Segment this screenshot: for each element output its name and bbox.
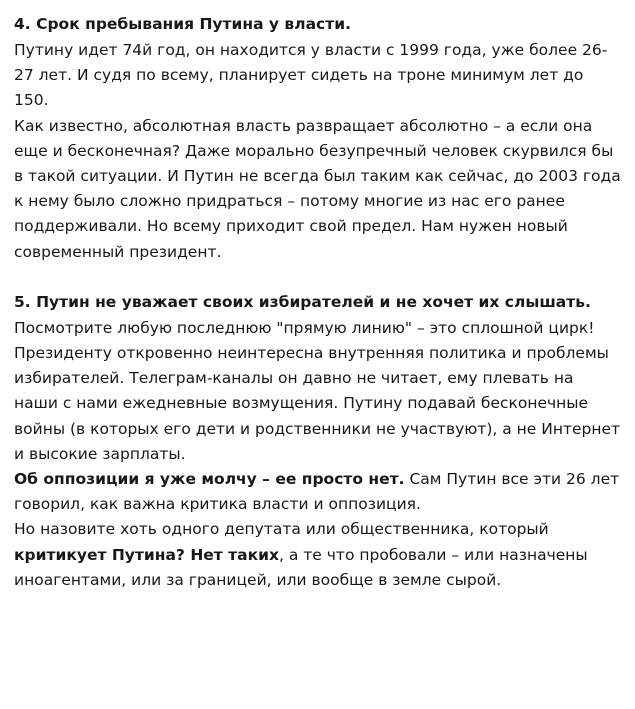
paragraph-4-2: Как известно, абсолютная власть развращает абсолютно – а если она еще и бесконечная? Даже морально безупречный человек скурвился бы в такой ситуации. И Путин не всегда был таким как сейчас, до 2003 года к нему было сложно придраться – потому многие из нас его ранее поддерживали. Но всему приходит свой предел. Нам нужен новый современный президент. (14, 116, 621, 261)
paragraph-5-2-run-0: Об оппозиции я уже молчу – ее просто нет. (14, 470, 405, 489)
paragraph-5-2 (14, 467, 621, 517)
section-heading-5: 5. Путин не уважает своих избирателей и не хочет их слышать. (14, 292, 591, 311)
paragraph-5-1: Посмотрите любую последнюю "прямую линию" – это сплошной цирк! Президенту откровенно неинтересна внутренняя политика и проблемы избирателей. Телеграм-каналы он давно не читает, ему плевать на наши с нами ежедневные возмущения. Путину подавай бесконечные войны (в которых его дети и родственники не участвуют), а не Интернет и высокие зарплаты. (14, 318, 621, 463)
paragraph-5-3 (14, 517, 621, 593)
section-heading-4: 4. Срок пребывания Путина у власти. (14, 15, 351, 33)
paragraph-5-3-run-0: Но назовите хоть одного депутата или общественника, который (14, 520, 549, 539)
paragraph-5-3-run-1: критикует Путина? Нет таких (14, 545, 279, 564)
paragraph-5-3-run-2: , а те что пробовали – или назначены иноагентами, или за границей, или вообще в земле сырой. (14, 545, 588, 589)
paragraph-5-2-run-1: Сам Путин все эти 26 лет говорил, как важна критика власти и оппозиция. (14, 470, 620, 514)
section-gap (14, 265, 621, 290)
document-body (14, 12, 621, 593)
paragraph-4-1: Путину идет 74й год, он находится у власти с 1999 года, уже более 26-27 лет. И судя по всему, планирует сидеть на троне минимум лет до 150. (14, 41, 608, 110)
